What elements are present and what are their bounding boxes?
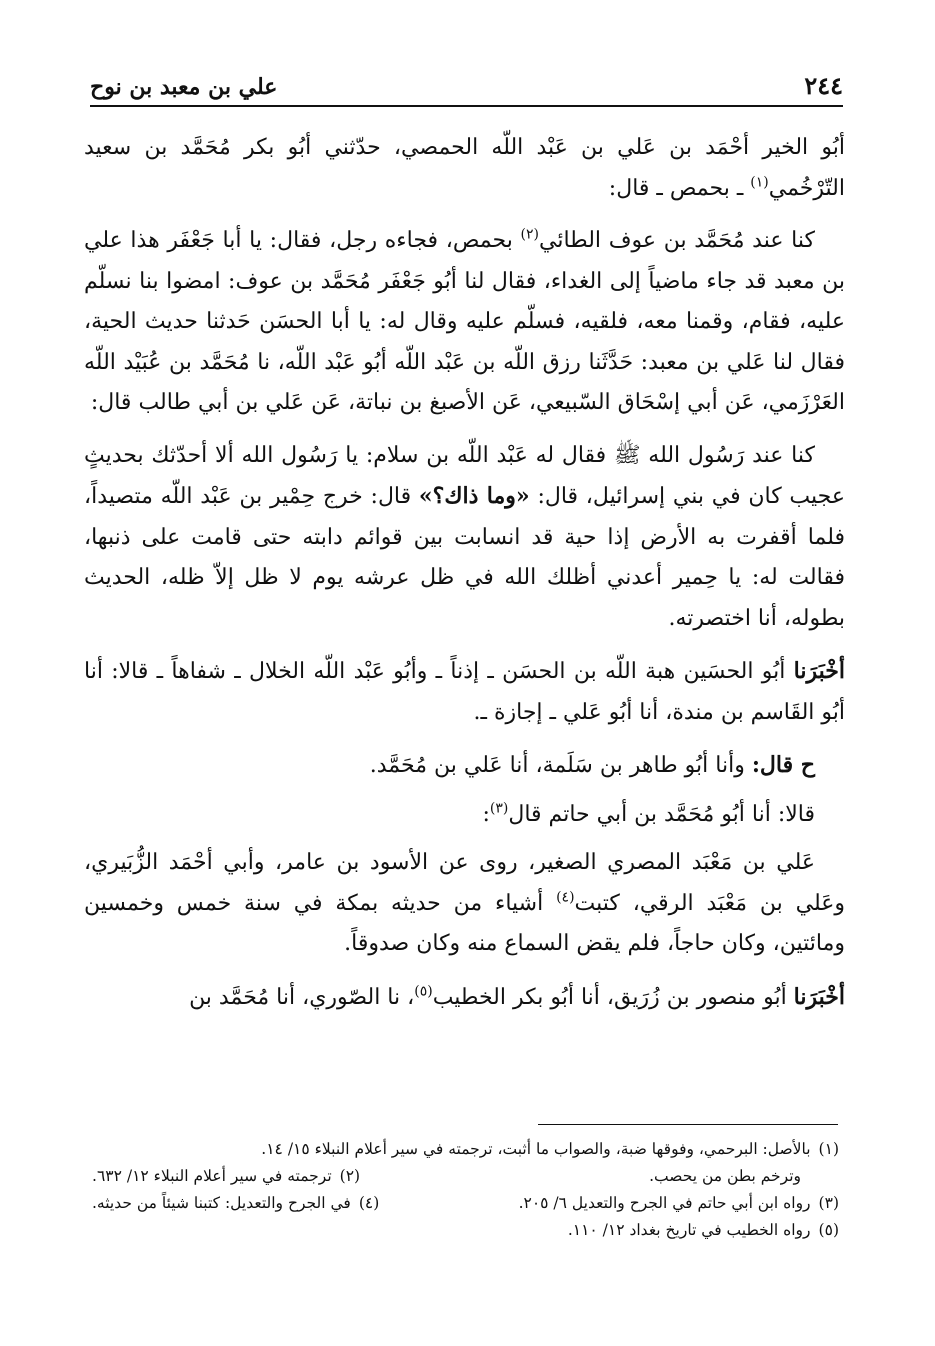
footnote-2-text: ترجمته في سير أعلام النبلاء ١٢/ ٦٣٢. — [92, 1167, 332, 1185]
paragraph-3-text-b: قال: خرج حِمْير بن عَبْد اللّه متصيداً، فلما أقفرت به الأرض إذا حية قد انسابت بين قوائم دابته حتى قامت على ذنبها، فقالت له: يا حِمير أعدني أظلك الله في ظل عرشه يوم لا ظل إلاّ ظله، الحديث بطوله، أنا اختصرته. — [84, 484, 845, 631]
paragraph-3-quote: «وما ذاك؟» — [418, 483, 530, 509]
body-text — [84, 128, 845, 1030]
header-rule — [90, 105, 843, 107]
paragraph-6-text: قالا: أنا أبُو مُحَمَّد بن أبي حاتم قال — [508, 801, 815, 827]
running-title: علي بن معبد بن نوح — [90, 74, 278, 100]
footnote-1-mark: (١) — [818, 1140, 839, 1158]
page-number: ٢٤٤ — [804, 71, 843, 100]
footnotes — [92, 1136, 839, 1244]
paragraph-4-text: أبُو الحسَين هبة اللّه بن الحسَن ـ إذناً ـ وأبُو عَبْد اللّه الخلال ـ شفاهاً ـ قالا: أنا أبُو القَاسم بن مندة، أنا أبُو عَلي ـ إجازة ـ. — [84, 659, 845, 725]
footnote-5-text: رواه الخطيب في تاريخ بغداد ١٢/ ١١٠. — [567, 1221, 811, 1239]
ha-qal-keyword: ح قال: — [751, 752, 815, 778]
footnote-1 — [92, 1136, 839, 1163]
paragraph-7 — [84, 843, 845, 965]
paragraph-8 — [84, 977, 845, 1019]
paragraph-5 — [84, 745, 845, 787]
footnote-5-mark: (٥) — [818, 1221, 839, 1239]
footnote-4-mark: (٤) — [358, 1194, 380, 1212]
footnote-4-text: في الجرح والتعديل: كتبنا شيئاً من حديثه. — [92, 1194, 351, 1212]
paragraph-7-text-a: عَلي بن مَعْبَد المصري الصغير، روى عن الأسود بن عامر، وأبي أحْمَد الزُّبَيري، وعَلي بن مَعْبَد الرقي، كتبت — [84, 850, 845, 916]
paragraph-4 — [84, 651, 845, 733]
footnote-3 — [519, 1190, 839, 1217]
footnote-2 — [92, 1163, 360, 1190]
footnote-row-1 — [92, 1163, 839, 1190]
page-header — [90, 60, 843, 100]
footnote-row-2 — [92, 1190, 839, 1217]
paragraph-7-text-b: أشياء من حديثه بمكة في سنة خمس وخمسين ومائتين، وكان حاجاً، فلم يقض السماع منه وكان صدوقاً. — [84, 890, 845, 956]
akhbarana-keyword: أخْبَرَنا — [793, 658, 845, 684]
paragraph-6-end: : — [482, 801, 490, 827]
paragraph-8-text-b: ، نا الصّوري، أنا مُحَمَّد بن — [189, 984, 415, 1010]
footnote-2-mark: (٢) — [339, 1167, 361, 1185]
paragraph-1 — [84, 128, 845, 209]
footnote-3-text: رواه ابن أبي حاتم في الجرح والتعديل ٦/ ٢٠٥. — [518, 1194, 811, 1212]
paragraph-1-end: ـ بحمص ـ قال: — [608, 175, 751, 201]
paragraph-1-text: أبُو الخير أحْمَد بن عَلي بن عَبْد اللّه الحمصي، حدّثني أبُو بكر مُحَمَّد بن سعيد التّرْخُمي — [84, 135, 845, 201]
paragraph-2-text-a: كنا عند مُحَمَّد بن عوف الطائي — [539, 228, 815, 253]
paragraph-3-text-a: كنا عند رَسُول الله ﷺ فقال له عَبْد اللّه بن سلام: يا رَسُول الله ألا أحدّثك بحديثٍ عجيب كان في بني إسرائيل، قال: — [84, 442, 846, 509]
footnote-4 — [92, 1190, 379, 1217]
footnote-5 — [92, 1217, 839, 1244]
footnote-ref-2: (٢) — [520, 226, 539, 243]
akhbarana-keyword-2: أخْبَرَنا — [793, 983, 845, 1010]
footnote-rule — [538, 1124, 838, 1125]
paragraph-2-text-b: بحمص، فجاءه رجل، فقال: يا أبا جَعْفَر هذا علي بن معبد قد جاء ماضياً إلى الغداء، فقال لنا أبُو جَعْفَر مُحَمَّد بن عوف: امضوا بنا نسلّم عليه، فقام، وقمنا معه، فلقيه، فسلّم عليه وقال له: يا أبا الحسَن حَدثنا حديث الحية، فقال لنا عَلي بن معبد: حَدَّثَنا رزق اللّه بن عَبْد اللّه أبُو عَبْد اللّه، نا مُحَمَّد بن عُبَيْد اللّه العَرْزَمي، عَن أبي إسْحَاق السّبيعي، عَن الأصبغ بن نباتة، عَن عَلي بن أبي طالب قال: — [84, 228, 845, 415]
footnote-3-mark: (٣) — [818, 1194, 839, 1212]
paragraph-2 — [84, 221, 845, 424]
footnote-ref-1: (١) — [750, 174, 769, 191]
footnote-ref-3: (٣) — [489, 800, 509, 817]
footnote-1-text: بالأصل: البرحمي، وفوقها ضبة، والصواب ما أثبت، ترجمته في سير أعلام النبلاء ١٥/ ١٤. — [261, 1140, 811, 1158]
paragraph-6 — [84, 795, 845, 836]
footnote-ref-5: (٥) — [414, 983, 433, 1000]
paragraph-5-text: وأنا أبُو طاهر بن سَلَمة، أنا عَلي بن مُحَمَّد. — [369, 753, 752, 778]
footnote-ref-4: (٤) — [556, 889, 575, 906]
footnote-1-continuation: وترخم بطن من يحصب. — [649, 1167, 801, 1185]
paragraph-8-text-a: أبُو منصور بن زُرَيق، أنا أبُو بكر الخطيب — [432, 984, 794, 1010]
paragraph-3 — [84, 436, 845, 640]
